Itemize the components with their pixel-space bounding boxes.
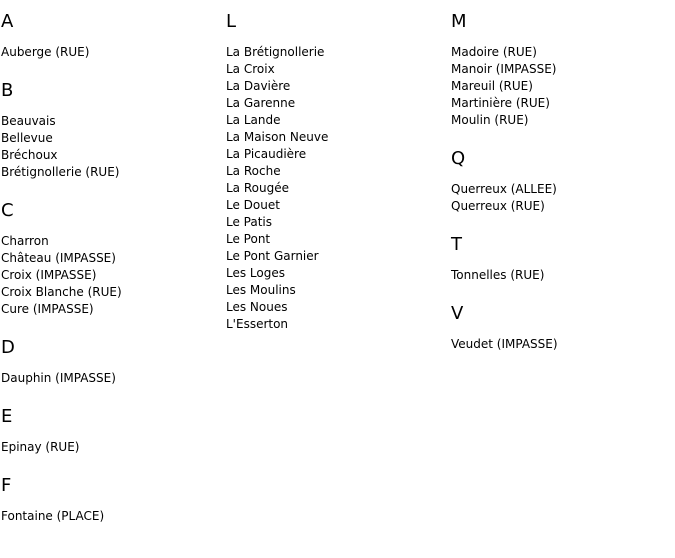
letter-heading: D [1, 337, 15, 358]
letter-group [1, 338, 221, 387]
street-name: Querreux (ALLEE) [451, 182, 557, 196]
street-name: Martinière (RUE) [451, 96, 550, 110]
street-name: Bréchoux [1, 148, 58, 162]
index-column [1, 12, 221, 545]
street-list [451, 336, 671, 353]
street-name: Cure (IMPASSE) [1, 302, 94, 316]
street-name: La Garenne [226, 96, 296, 110]
letter-group [451, 12, 671, 129]
street-name: Croix (IMPASSE) [1, 268, 97, 282]
letter-group [1, 201, 221, 318]
street-list [1, 44, 221, 61]
letter-heading: A [1, 11, 14, 32]
street-name: Epinay (RUE) [1, 440, 80, 454]
street-list [451, 181, 671, 215]
letter-heading: L [226, 11, 237, 32]
letter-group [1, 407, 221, 456]
letter-heading: V [451, 303, 464, 324]
letter-group [1, 12, 221, 61]
index-column [226, 12, 446, 353]
street-name: La Brétignollerie [226, 45, 325, 59]
street-name: Moulin (RUE) [451, 113, 529, 127]
street-name: Dauphin (IMPASSE) [1, 371, 116, 385]
street-name: Bellevue [1, 131, 53, 145]
street-name: Château (IMPASSE) [1, 251, 116, 265]
letter-heading: B [1, 80, 14, 101]
street-list [1, 233, 221, 318]
street-name: Beauvais [1, 114, 56, 128]
street-name: La Maison Neuve [226, 130, 329, 144]
street-name: Le Pont Garnier [226, 249, 319, 263]
street-name: Madoire (RUE) [451, 45, 537, 59]
letter-heading: Q [451, 148, 466, 169]
letter-heading: F [1, 475, 12, 496]
street-list [451, 267, 671, 284]
street-name: Auberge (RUE) [1, 45, 90, 59]
letter-heading: M [451, 11, 467, 32]
street-name: Veudet (IMPASSE) [451, 337, 558, 351]
street-name: La Rougée [226, 181, 289, 195]
letter-group [1, 81, 221, 181]
street-name: Le Douet [226, 198, 280, 212]
street-name: Brétignollerie (RUE) [1, 165, 120, 179]
street-list [1, 439, 221, 456]
street-name: Croix Blanche (RUE) [1, 285, 122, 299]
street-name: Charron [1, 234, 49, 248]
street-name: Le Pont [226, 232, 271, 246]
street-name: Tonnelles (RUE) [451, 268, 545, 282]
street-name: Manoir (IMPASSE) [451, 62, 557, 76]
street-name: La Davière [226, 79, 291, 93]
letter-group [1, 476, 221, 525]
letter-heading: C [1, 200, 14, 221]
street-list [226, 44, 446, 333]
street-name: Fontaine (PLACE) [1, 509, 105, 523]
street-name: Les Noues [226, 300, 288, 314]
street-name: La Lande [226, 113, 281, 127]
letter-group [451, 235, 671, 284]
street-name: La Roche [226, 164, 281, 178]
letter-group [451, 149, 671, 215]
letter-group [226, 12, 446, 333]
street-name: Les Loges [226, 266, 285, 280]
street-list [1, 508, 221, 525]
street-name: La Picaudière [226, 147, 307, 161]
street-name: Mareuil (RUE) [451, 79, 533, 93]
street-list [1, 113, 221, 181]
index-column [451, 12, 671, 373]
street-list [1, 370, 221, 387]
street-name: L'Esserton [226, 317, 289, 331]
street-name: Querreux (RUE) [451, 199, 545, 213]
letter-heading: E [1, 406, 13, 427]
street-name: Les Moulins [226, 283, 296, 297]
street-name: La Croix [226, 62, 275, 76]
letter-group [451, 304, 671, 353]
street-list [451, 44, 671, 129]
letter-heading: T [451, 234, 462, 255]
street-name: Le Patis [226, 215, 273, 229]
